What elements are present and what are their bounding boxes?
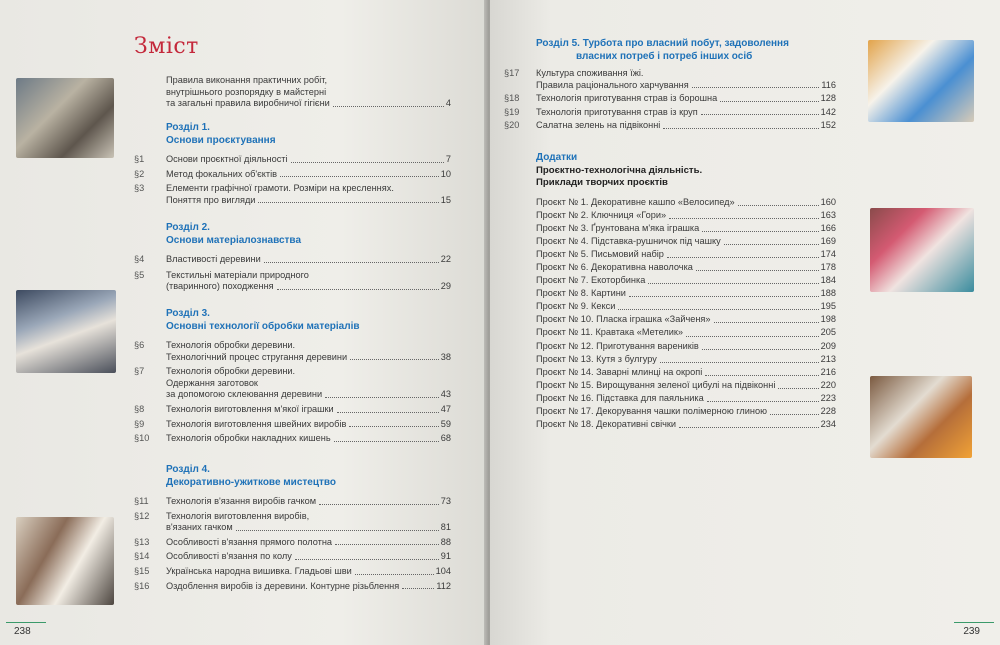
project-entry[interactable] bbox=[536, 235, 836, 248]
entry-title: Технологія приготування страв із круп bbox=[536, 106, 698, 117]
entry-title: (тваринного) походження bbox=[166, 281, 274, 292]
page-number: 163 bbox=[820, 209, 836, 220]
toc-entry[interactable] bbox=[134, 366, 451, 401]
paragraph-number: §7 bbox=[134, 366, 145, 377]
page-number: 198 bbox=[820, 314, 836, 325]
appendix-subheading: Приклади творчих проєктів bbox=[536, 177, 668, 188]
paragraph-number: §16 bbox=[134, 580, 150, 591]
page-number: 112 bbox=[436, 580, 451, 591]
project-title: Проєкт № 14. Заварні млинці на окропі bbox=[536, 366, 703, 377]
leader-dots bbox=[350, 359, 439, 360]
paragraph-number: §13 bbox=[134, 536, 150, 547]
leader-dots bbox=[667, 257, 819, 258]
project-title: Проєкт № 4. Підставка-рушничок під чашку bbox=[536, 235, 721, 246]
page-number: 195 bbox=[820, 301, 836, 312]
toc-entry[interactable] bbox=[134, 254, 451, 266]
project-entry[interactable] bbox=[536, 366, 836, 379]
paragraph-number: §17 bbox=[504, 68, 520, 78]
section-heading: Основні технології обробки матеріалів bbox=[166, 320, 360, 332]
page-number: 216 bbox=[820, 366, 836, 377]
project-entry[interactable] bbox=[536, 326, 836, 339]
section-heading: Розділ 4. bbox=[166, 464, 210, 475]
kitchen-photo bbox=[868, 40, 974, 122]
toc-entry[interactable] bbox=[504, 68, 836, 91]
leader-dots bbox=[702, 231, 818, 232]
project-entry[interactable] bbox=[536, 353, 836, 366]
paragraph-number: §6 bbox=[134, 340, 145, 350]
paragraph-number: §3 bbox=[134, 183, 145, 194]
toc-section-5 bbox=[504, 38, 836, 132]
woodwork-photo bbox=[870, 376, 972, 458]
page-number: 205 bbox=[820, 327, 836, 338]
entry-title: Технологія обробки деревини. bbox=[166, 340, 296, 350]
entry-title: Технологія обробки накладних кишень bbox=[166, 433, 331, 444]
folio-rule bbox=[6, 622, 46, 623]
toc-entry[interactable] bbox=[134, 536, 451, 549]
paragraph-number: §11 bbox=[134, 496, 149, 506]
project-list bbox=[536, 196, 836, 432]
page-number: 174 bbox=[820, 248, 836, 259]
toc-entry[interactable] bbox=[134, 168, 451, 181]
intro-line: внутрішнього розпорядку в майстерні bbox=[166, 86, 327, 97]
toc-entry[interactable] bbox=[134, 403, 451, 416]
page-number: 43 bbox=[440, 389, 451, 400]
leader-dots bbox=[277, 289, 439, 290]
page-number: 88 bbox=[440, 536, 451, 547]
toc-section-1 bbox=[134, 122, 451, 206]
section-heading: Розділ 3. bbox=[166, 308, 210, 319]
entry-title: Українська народна вишивка. Гладьові шви bbox=[166, 565, 352, 576]
leader-dots bbox=[696, 270, 819, 271]
project-entry[interactable] bbox=[536, 196, 836, 209]
leader-dots bbox=[738, 205, 819, 206]
toc-entry[interactable] bbox=[134, 269, 451, 293]
toc-intro bbox=[166, 75, 451, 110]
page-number: 152 bbox=[820, 120, 836, 131]
leader-dots bbox=[295, 559, 439, 560]
section-heading: власних потреб і потреб інших осіб bbox=[576, 50, 753, 62]
toc-entry[interactable] bbox=[134, 154, 451, 166]
project-title: Проєкт № 15. Вирощування зеленої цибулі на підвіконні bbox=[536, 379, 776, 390]
leader-dots bbox=[334, 441, 439, 442]
page-number: 234 bbox=[820, 419, 836, 430]
crafts-photo bbox=[16, 517, 114, 605]
page-number: 29 bbox=[440, 281, 451, 292]
toc-entry[interactable] bbox=[134, 340, 451, 363]
page-number: 10 bbox=[440, 168, 451, 179]
leader-dots bbox=[702, 349, 819, 350]
toc-entry[interactable] bbox=[134, 510, 451, 534]
intro-line: та загальні правила виробничої гігієни bbox=[166, 98, 330, 109]
entry-title: Властивості деревини bbox=[166, 254, 261, 264]
leader-dots bbox=[724, 244, 819, 245]
page-number: 15 bbox=[440, 194, 451, 205]
appendix-subheading: Проєктно-технологічна діяльність. bbox=[536, 164, 703, 176]
page-folio: 238 bbox=[14, 626, 31, 637]
toc-entry[interactable] bbox=[134, 565, 451, 578]
project-title: Проєкт № 3. Ґрунтована м'яка іграшка bbox=[536, 222, 700, 233]
toc-entry[interactable] bbox=[504, 120, 836, 132]
toc-appendix bbox=[536, 152, 836, 431]
folio-rule bbox=[954, 622, 994, 623]
leader-dots bbox=[280, 176, 439, 177]
entry-title: за допомогою склеювання деревини bbox=[166, 389, 323, 400]
entry-title: Технологія виготовлення швейних виробів bbox=[166, 418, 347, 429]
entry-title: Салатна зелень на підвіконні bbox=[536, 120, 661, 131]
leader-dots bbox=[720, 101, 818, 102]
project-entry[interactable] bbox=[536, 222, 836, 235]
entry-title: Технологічний процес стругання деревини bbox=[166, 351, 348, 362]
project-title: Проєкт № 16. Підставка для паяльника bbox=[536, 392, 704, 403]
page-folio: 239 bbox=[963, 626, 980, 637]
paragraph-number: §4 bbox=[134, 254, 145, 264]
page-number: 213 bbox=[820, 353, 836, 364]
page-number: 7 bbox=[445, 154, 451, 164]
project-title: Проєкт № 17. Декорування чашки полімерною глиною bbox=[536, 406, 767, 416]
project-entry[interactable] bbox=[536, 418, 836, 431]
leader-dots bbox=[337, 412, 439, 413]
page-number: 128 bbox=[820, 93, 836, 104]
paragraph-number: §15 bbox=[134, 565, 150, 576]
paragraph-number: §19 bbox=[504, 106, 520, 117]
toc-entry[interactable] bbox=[134, 418, 451, 431]
left-page bbox=[0, 0, 488, 645]
leader-dots bbox=[258, 202, 438, 203]
entry-title: Елементи графічної грамоти. Розміри на кресленнях. bbox=[166, 183, 394, 194]
page-number: 68 bbox=[440, 433, 451, 444]
paragraph-number: §5 bbox=[134, 269, 145, 280]
page-number: 223 bbox=[820, 392, 836, 403]
toc-section-2 bbox=[134, 222, 451, 293]
entry-title: Особливості в'язання по колу bbox=[166, 551, 292, 562]
toc-entry[interactable] bbox=[134, 580, 451, 593]
entry-title: Текстильні матеріали природного bbox=[166, 269, 309, 280]
paragraph-number: §2 bbox=[134, 168, 145, 179]
paragraph-number: §9 bbox=[134, 418, 145, 429]
toc-entry[interactable] bbox=[504, 106, 836, 119]
leader-dots bbox=[707, 401, 819, 402]
page-number: 91 bbox=[440, 551, 451, 562]
project-title: Проєкт № 8. Картини bbox=[536, 288, 626, 299]
page-number: 81 bbox=[440, 522, 451, 533]
students-photo bbox=[16, 290, 116, 373]
entry-title: Технологія приготування страв із борошна bbox=[536, 93, 718, 104]
workshop-photo bbox=[16, 78, 114, 158]
entry-title: в'язаних гачком bbox=[166, 522, 233, 533]
leader-dots bbox=[669, 218, 819, 219]
section-heading: Декоративно-ужиткове мистецтво bbox=[166, 476, 337, 488]
page-number: 169 bbox=[820, 235, 836, 246]
entry-title: Особливості в'язання прямого полотна bbox=[166, 536, 333, 547]
page-number: 220 bbox=[820, 379, 836, 390]
leader-dots bbox=[264, 262, 439, 263]
section-heading: Основи матеріалознавства bbox=[166, 234, 301, 246]
project-title: Проєкт № 10. Пласка іграшка «Зайченя» bbox=[536, 314, 711, 325]
entry-title: Поняття про вигляди bbox=[166, 194, 256, 205]
section-heading: Розділ 5. Турбота про власний побут, задоволення bbox=[536, 38, 789, 49]
leader-dots bbox=[291, 162, 444, 163]
project-entry[interactable] bbox=[536, 313, 836, 326]
page-number: 22 bbox=[440, 254, 451, 264]
entry-title: Технологія виготовлення виробів, bbox=[166, 510, 310, 521]
leader-dots bbox=[236, 530, 439, 531]
leader-dots bbox=[686, 336, 819, 337]
project-title: Проєкт № 12. Приготування вареників bbox=[536, 340, 699, 351]
entry-title: Технологія обробки деревини. bbox=[166, 366, 296, 377]
page-number: 116 bbox=[821, 79, 836, 90]
project-entry[interactable] bbox=[536, 340, 836, 353]
page-number: 38 bbox=[440, 351, 451, 362]
page-number: 166 bbox=[820, 222, 836, 233]
project-title: Проєкт № 9. Кекси bbox=[536, 301, 616, 312]
project-title: Проєкт № 6. Декоративна наволочка bbox=[536, 261, 693, 272]
page-number: 160 bbox=[820, 196, 836, 207]
entry-title: Технологія в'язання виробів гачком bbox=[166, 496, 317, 506]
leader-dots bbox=[714, 322, 819, 323]
leader-dots bbox=[618, 309, 818, 310]
page-number: 59 bbox=[440, 418, 451, 429]
project-entry[interactable] bbox=[536, 287, 836, 300]
leader-dots bbox=[325, 397, 439, 398]
project-entry[interactable] bbox=[536, 300, 836, 313]
toc-section-4 bbox=[134, 464, 451, 592]
paragraph-number: §14 bbox=[134, 551, 150, 562]
right-page bbox=[490, 0, 1000, 645]
entry-title: Основи проєктної діяльності bbox=[166, 154, 288, 164]
entry-title: Технологія виготовлення м'якої іграшки bbox=[166, 403, 334, 414]
leader-dots bbox=[679, 427, 819, 428]
entry-title: Метод фокальних об'єктів bbox=[166, 168, 278, 179]
toc-section-3 bbox=[134, 308, 451, 445]
leader-dots bbox=[355, 574, 434, 575]
page-number: 184 bbox=[820, 275, 836, 286]
project-entry[interactable] bbox=[536, 209, 836, 222]
leader-dots bbox=[660, 362, 819, 363]
page-number: 228 bbox=[820, 406, 836, 416]
leader-dots bbox=[335, 544, 439, 545]
leader-dots bbox=[648, 283, 818, 284]
paragraph-number: §1 bbox=[134, 154, 145, 164]
project-entry[interactable] bbox=[536, 274, 836, 287]
page-number: 4 bbox=[445, 98, 451, 109]
paragraph-number: §8 bbox=[134, 403, 145, 414]
baking-photo bbox=[870, 208, 974, 292]
entry-title: Правила раціонального харчування bbox=[536, 79, 689, 90]
project-title: Проєкт № 2. Ключниця «Гори» bbox=[536, 209, 667, 220]
page-number: 178 bbox=[820, 261, 836, 272]
toc-entry[interactable] bbox=[134, 496, 451, 508]
leader-dots bbox=[349, 426, 438, 427]
toc-entry[interactable] bbox=[166, 98, 451, 110]
project-entry[interactable] bbox=[536, 379, 836, 392]
entry-title: Оздоблення виробів із деревини. Контурне різьблення bbox=[166, 580, 400, 591]
entry-title: Одержання заготовок bbox=[166, 377, 258, 388]
project-entry[interactable] bbox=[536, 405, 836, 418]
project-title: Проєкт № 1. Декоративне кашпо «Велосипед» bbox=[536, 196, 735, 207]
project-entry[interactable] bbox=[536, 392, 836, 405]
project-title: Проєкт № 7. Екоторбинка bbox=[536, 275, 646, 286]
project-entry[interactable] bbox=[536, 261, 836, 274]
toc-entry[interactable] bbox=[134, 433, 451, 445]
project-title: Проєкт № 18. Декоративні свічки bbox=[536, 419, 677, 430]
leader-dots bbox=[701, 114, 819, 115]
entry-title: Культура споживання їжі. bbox=[536, 68, 644, 78]
leader-dots bbox=[770, 414, 819, 415]
paragraph-number: §12 bbox=[134, 510, 150, 521]
project-entry[interactable] bbox=[536, 248, 836, 261]
leader-dots bbox=[692, 87, 820, 88]
leader-dots bbox=[319, 504, 439, 505]
leader-dots bbox=[402, 588, 434, 589]
leader-dots bbox=[705, 375, 818, 376]
page-number: 73 bbox=[440, 496, 451, 506]
appendix-heading: Додатки bbox=[536, 152, 578, 163]
toc-entry[interactable] bbox=[134, 551, 451, 563]
page-number: 47 bbox=[440, 403, 451, 414]
toc-entry[interactable] bbox=[134, 183, 451, 206]
paragraph-number: §10 bbox=[134, 433, 150, 444]
section-heading: Основи проєктування bbox=[166, 134, 276, 146]
page-number: 209 bbox=[820, 340, 836, 351]
section-heading: Розділ 1. bbox=[166, 122, 210, 133]
leader-dots bbox=[778, 388, 818, 389]
page-number: 188 bbox=[820, 288, 836, 299]
project-title: Проєкт № 5. Письмовий набір bbox=[536, 248, 664, 259]
leader-dots bbox=[629, 296, 819, 297]
page-title: Зміст bbox=[134, 34, 199, 59]
project-title: Проєкт № 13. Кутя з булгуру bbox=[536, 353, 657, 364]
leader-dots bbox=[663, 128, 818, 129]
leader-dots bbox=[333, 106, 444, 107]
page-number: 104 bbox=[435, 565, 451, 576]
toc-entry[interactable] bbox=[504, 93, 836, 105]
page-number: 142 bbox=[820, 106, 836, 117]
paragraph-number: §20 bbox=[504, 120, 520, 131]
intro-line: Правила виконання практичних робіт, bbox=[166, 75, 328, 85]
project-title: Проєкт № 11. Кравтака «Метелик» bbox=[536, 327, 683, 338]
section-heading: Розділ 2. bbox=[166, 222, 210, 233]
paragraph-number: §18 bbox=[504, 93, 520, 104]
